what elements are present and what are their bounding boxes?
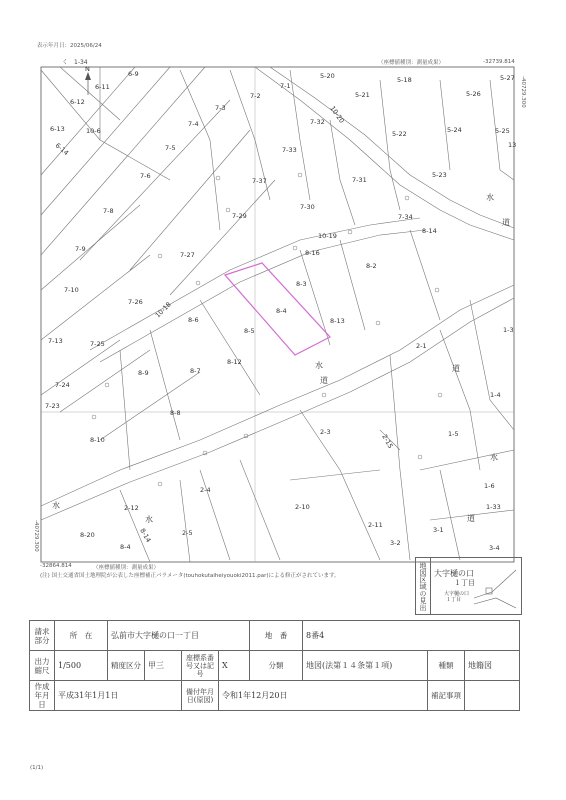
parcel-label: 2-3 [320,428,331,436]
prepared-date-label: 備付年月日(原図) [182,681,219,711]
parcel-label: 7-30 [300,203,315,211]
parcel-label: 5-23 [432,171,447,179]
north-label: N [85,65,90,73]
request-section-label: 請求部分 [30,621,55,651]
parcel-label: 5-26 [466,90,481,98]
parcel-label: 7-1 [280,82,291,90]
parcel-label: 1-33 [486,503,501,511]
parcel-label: 2-15 [380,433,395,450]
parcel-label: 5-18 [397,76,412,84]
parcel-label: 8-4 [120,543,131,551]
corner-coordinate-left: -40729.300 [33,520,39,552]
parcel-label: 8-13 [330,317,345,325]
parcel-label: 7-37 [252,177,267,185]
road-label-road: 道 [452,364,460,373]
location-value: 弘前市大字樋の口一丁目 [108,621,250,651]
locator-box [415,557,522,615]
locator-chome: １丁目 [454,579,475,587]
parcel-label: 8-14 [138,527,153,544]
road-number-label: 10-19 [318,232,337,240]
correction-note: (注) 国土交通省国土地理院が公表した座標補正パラメータ(touhokutaiheiyouoki2011.par)による修正がされています。 [40,573,340,579]
parcel-label: 5-27 [500,74,515,82]
page-number: (1/1) [30,765,44,771]
parcel-label: 7-32 [310,118,325,126]
parcel-label: 7-8 [103,207,114,215]
parcel-label: 5-20 [320,72,335,80]
parcel-label: 8-20 [80,531,95,539]
parcel-label: 7-29 [232,212,247,220]
prepared-date-value: 令和1年12月20日 [219,681,428,711]
parcel-label: 8-2 [366,262,377,270]
parcel-label: 7-34 [398,213,413,221]
parcel-label: 7-6 [140,172,151,180]
parcel-label: 7-25 [90,340,105,348]
scale-value: 1/500 [55,651,108,681]
parcel-label: 7-5 [165,144,176,152]
parcel-label: 8-8 [170,409,181,417]
type-value: 地籍図 [465,651,520,681]
parcel-label: 1-3 [503,326,514,334]
parcel-label: 2-4 [200,486,211,494]
road-label-road: 道 [502,218,510,227]
parcel-label: 8-10 [90,436,105,444]
created-date-label: 作成年月日 [30,681,55,711]
parcel-label: 6-11 [95,83,110,91]
coord-type-bottom: （座標値種別：測量成果） [93,565,160,571]
remarks-value [465,681,520,711]
class-label: 分類 [250,651,303,681]
coord-system-value: X [219,651,250,681]
parcel-label: 2-11 [368,521,383,529]
display-date: 表示年月日：2025/06/24 [37,43,102,49]
parcel-label: 8-14 [422,227,437,235]
parcel-label: 7-9 [75,245,86,253]
location-label: 所 在 [55,621,108,651]
register-info-table [29,620,520,711]
parcel-label: 8-3 [296,280,307,288]
parcel-label: 6-12 [70,98,85,106]
parcel-label: 2-1 [416,342,427,350]
parcel-label: 6-9 [128,70,139,78]
locator-area: 大字樋の口 [434,569,474,578]
class-value: 地図(法第１４条第１項) [303,651,428,681]
road-label-water: 水 [52,501,60,510]
locator-sub-area: 大字樋の口 [444,591,470,597]
road-number-label: 10-18 [153,300,173,320]
parcel-label: 8-4 [276,307,287,315]
parcel-label: 6-14 [53,141,71,158]
parcel-label: 2-10 [295,503,310,511]
north-arrow-icon [85,72,91,95]
output-scale-label: 出力縮尺 [30,651,55,681]
parcel-label: 2-12 [124,504,139,512]
parcel-label: 7-27 [180,251,195,259]
parcel-label: 7-33 [282,146,297,154]
parcel-label: 3-2 [390,539,401,547]
parcel-label: 8-9 [138,369,149,377]
lot-value: 8番4 [303,621,520,651]
parcel-label: 8-7 [190,367,201,375]
parcel-label: 3-1 [433,526,444,534]
coord-type-top: （座標値種別：測量成果） [378,60,445,66]
parcel-label: 7-13 [48,337,63,345]
parcel-label: 5-22 [392,130,407,138]
road-label-road: 道 [467,514,475,523]
parcel-label: 6-13 [50,125,65,133]
corner-coordinate-bottom-left: -32864.814 [40,563,72,569]
parcel-label: 1-6 [484,482,495,490]
map-reference: く 1-34 [62,59,88,66]
parcel-label: 7-23 [45,402,60,410]
parcel-label: 8-5 [244,327,255,335]
accuracy-label: 精度区分 [108,651,145,681]
locator-sub-chome: １丁目 [446,597,462,603]
parcel-label: 7-3 [215,104,226,112]
lot-label: 地 番 [250,621,303,651]
parcel-label: 5-24 [447,126,462,134]
accuracy-value: 甲三 [145,651,182,681]
road-label-water: 水 [486,193,494,202]
remarks-label: 補記事項 [428,681,465,711]
created-date-value: 平成31年1月1日 [55,681,182,711]
coord-system-label: 座標系番号又は記号 [182,651,219,681]
road-label-water: 水 [490,453,498,462]
parcel-label: 2-5 [182,529,193,537]
parcel-label: 5-21 [355,91,370,99]
parcel-label: 13 [508,141,517,149]
parcel-label: 7-24 [55,381,70,389]
parcel-label: 5-25 [495,127,510,135]
parcel-label: 7-26 [128,298,143,306]
parcel-label: 1-4 [490,391,501,399]
road-label-road: 道 [320,376,328,385]
parcel-label: 7-31 [352,176,367,184]
parcel-label: 3-4 [489,544,500,552]
road-number-label: 10-20 [328,104,346,125]
type-label: 種類 [428,651,465,681]
road-label-water: 水 [315,361,323,370]
locator-map-icon [472,562,518,610]
parcel-label: 7-10 [64,286,79,294]
parcel-label: 7-4 [188,120,199,128]
locator-title: 地図区域の見出 [416,558,431,614]
road-label-water: 水 [145,515,153,524]
parcel-label: 8-16 [305,249,320,257]
parcel-label: 8-6 [188,316,199,324]
corner-coordinate-right: -40729.300 [520,76,526,108]
corner-coordinate-top-right: -32739.814 [483,59,515,65]
parcel-label: 10-6 [86,127,101,135]
parcel-label: 7-2 [250,92,261,100]
parcel-label: 1-5 [448,430,459,438]
parcel-label: 8-12 [227,358,242,366]
